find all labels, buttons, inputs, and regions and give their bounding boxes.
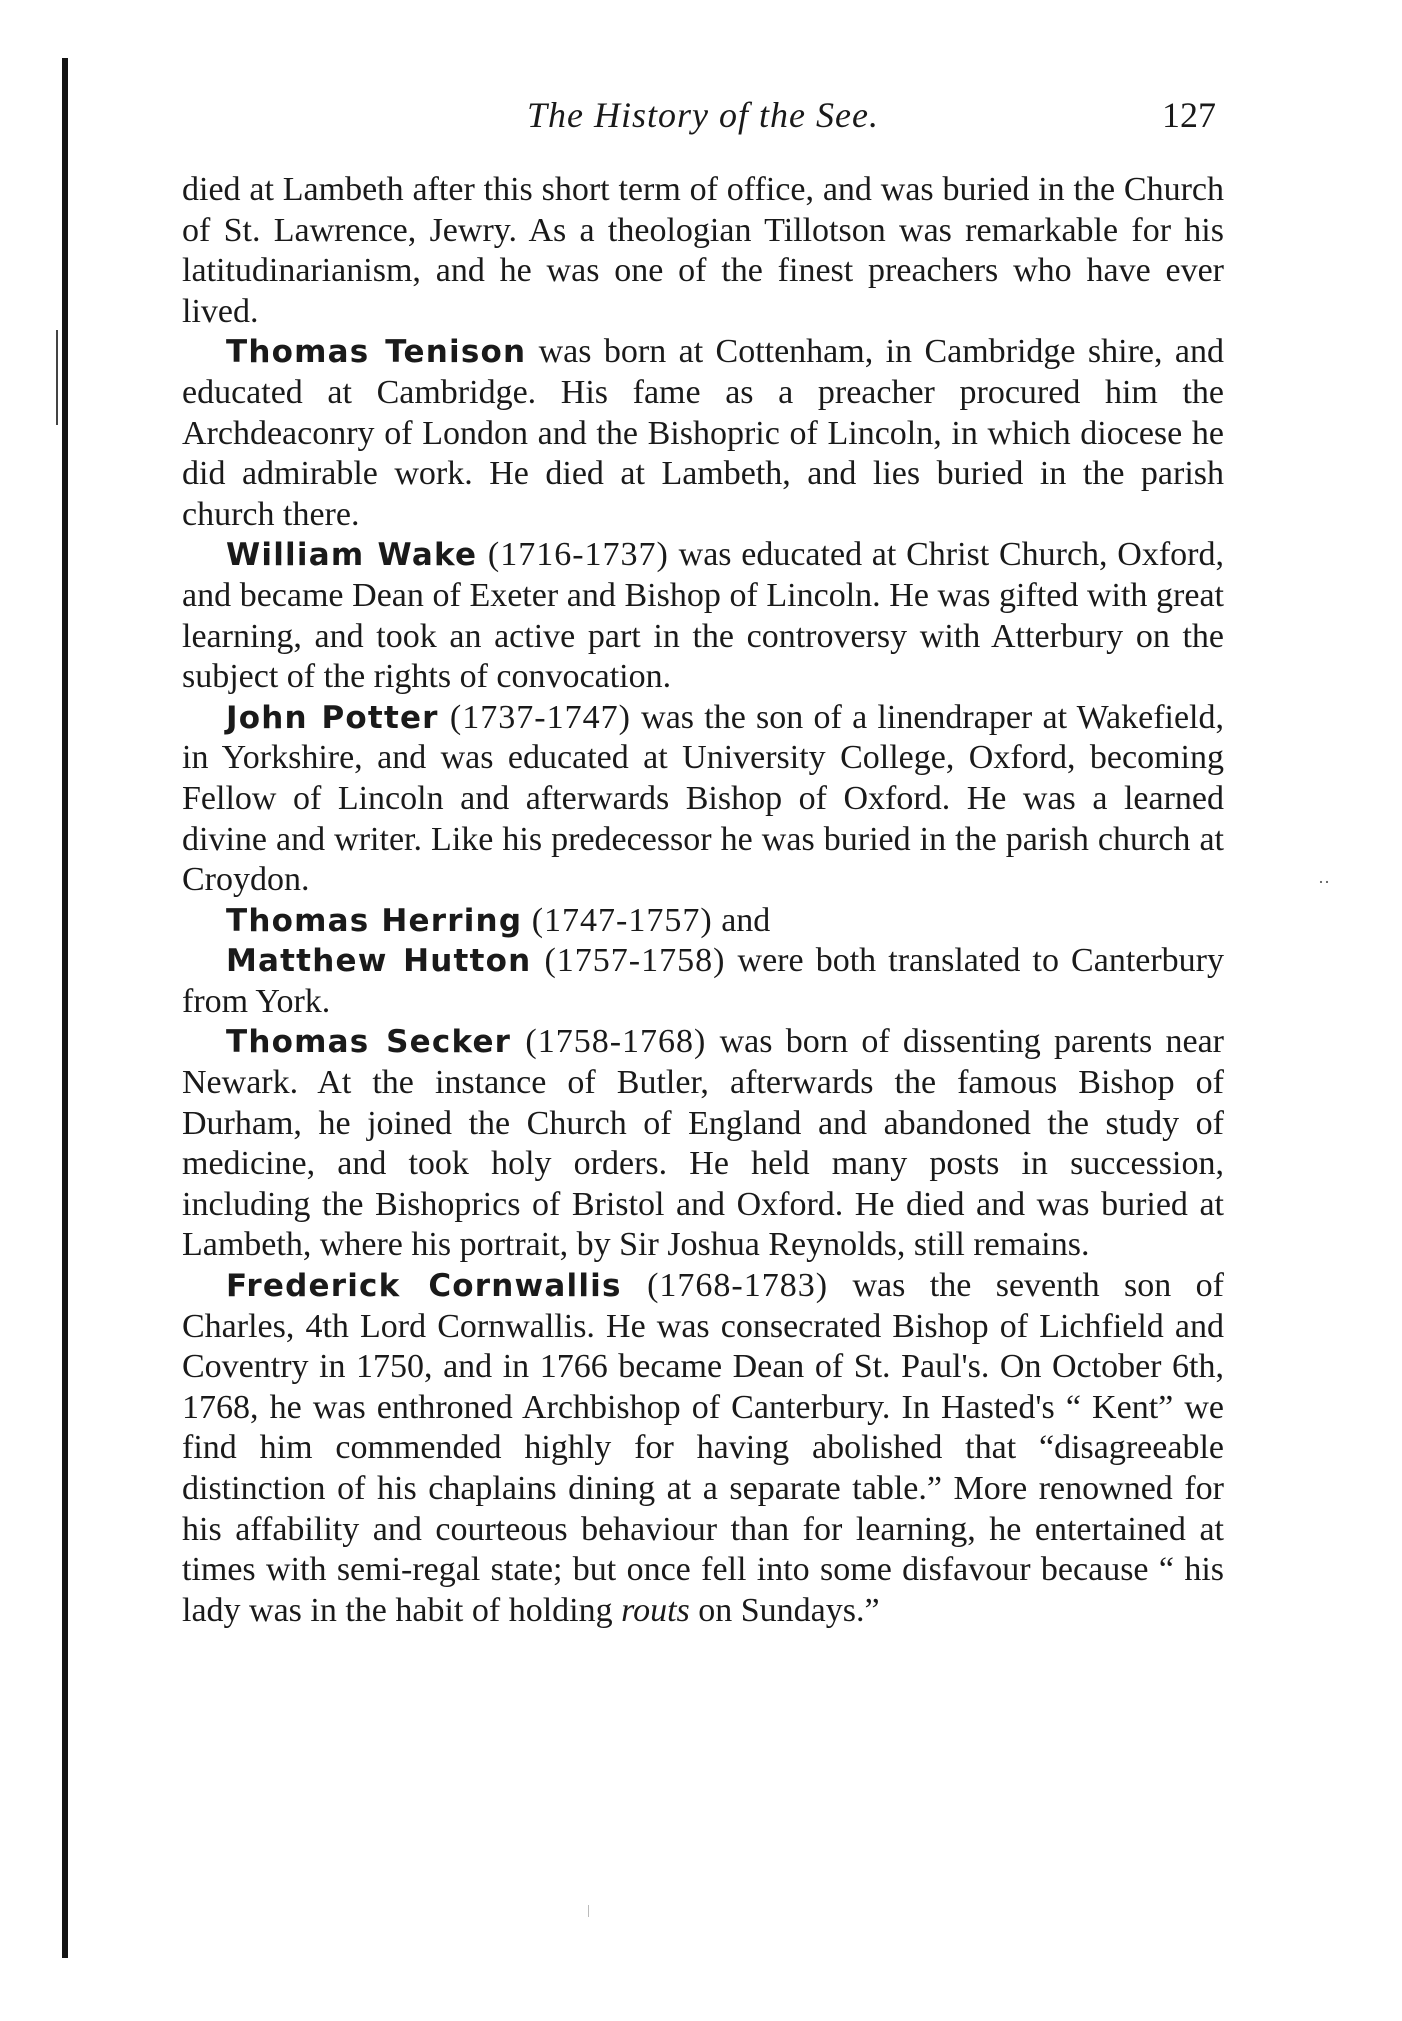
- paragraph-tillotson-continued: [182, 170, 1224, 332]
- entry-frederick-cornwallis: [182, 1266, 1224, 1631]
- entry-text: was educated at Christ Church, Oxford, and became Dean of Exeter and Bishop of Lincoln. He was gifted with great learning, and took an active part in the controversy with Atterbury on the subject of the rights of convocation.: [182, 536, 1224, 696]
- tenure-dates: (1716-1737): [477, 536, 669, 574]
- margin-mark: ··: [1318, 872, 1330, 892]
- archbishop-name: William Wake: [226, 537, 478, 574]
- paragraph-text: died at Lambeth after this short term of office, and was buried in the Church of St. Lawrence, Jewry. As a theologian Tillotson was remarkable for his latitudinarianism, and he was one of the finest preachers who have ever lived.: [182, 171, 1224, 330]
- entry-thomas-secker: [182, 1022, 1224, 1266]
- archbishop-name: Frederick Cornwallis: [226, 1268, 622, 1305]
- entry-text: was the son of a linendraper at Wakefield, in Yorkshire, and was educated at University College, Oxford, becoming Fellow of Lincoln and afterwards Bishop of Oxford. He was a learned divine and writer. Like his predecessor he was buried in the parish church at Croydon.: [182, 698, 1225, 899]
- page-number: 127: [1162, 95, 1216, 135]
- tenure-dates: (1757-1758): [531, 942, 726, 980]
- entry-text-tail: on Sundays.”: [689, 1591, 880, 1629]
- entry-text: was born at Cottenham, in Cambridge shire, and educated at Cambridge. His fame as a preacher procured him the Archdeaconry of London and the Bishopric of Lincoln, in which diocese he did admirable work. He died at Lambeth, and lies buried in the parish church there.: [182, 333, 1224, 533]
- italic-word: routs: [621, 1591, 690, 1629]
- archbishop-name: Thomas Secker: [226, 1024, 512, 1061]
- archbishop-name: Thomas Herring: [226, 902, 523, 939]
- entry-text: and: [712, 901, 771, 939]
- tenure-dates: (1747-1757): [522, 901, 713, 939]
- running-title: The History of the See.: [527, 95, 879, 135]
- entry-thomas-tenison: [182, 332, 1224, 535]
- page-header: [182, 94, 1224, 134]
- body-text: [182, 170, 1224, 1631]
- entry-thomas-herring: [182, 901, 1224, 942]
- tenure-dates: (1737-1747): [438, 698, 631, 736]
- entry-william-wake: [182, 535, 1224, 697]
- entry-text: was the seventh son of Charles, 4th Lord Cornwallis. He was consecrated Bishop of Lichfield and Coventry in 1750, and in 1766 became Dean of St. Paul's. On October 6th, 1768, he was enthroned Archbishop of Canterbury. In Hasted's “ Kent” we find him commended highly for having abolished that “disagreeable distinction of his chaplains dining at a separate table.” More renowned for his affability and courteous behaviour than for learning, he entertained at times with semi-regal state; but once fell into some disfavour because “ his lady was in the habit of holding: [182, 1267, 1225, 1629]
- entry-matthew-hutton: [182, 941, 1224, 1022]
- archbishop-name: Matthew Hutton: [226, 943, 532, 980]
- page-binding-edge: [62, 58, 68, 1958]
- tenure-dates: (1768-1783): [621, 1267, 829, 1305]
- archbishop-name: Thomas Tenison: [226, 334, 527, 371]
- archbishop-name: John Potter: [226, 699, 439, 736]
- entry-john-potter: [182, 698, 1224, 901]
- tenure-dates: (1758-1768): [511, 1023, 707, 1061]
- entry-text: was born of dissenting parents near Newark. At the instance of Butler, afterwards the famous Bishop of Durham, he joined the Church of England and abandoned the study of medicine, and took holy orders. He held many posts in succession, including the Bishoprics of Bristol and Oxford. He died and was buried at Lambeth, where his portrait, by Sir Joshua Reynolds, still remains.: [182, 1023, 1224, 1264]
- entry-text: were both translated to Canterbury from York.: [182, 942, 1225, 1020]
- page-binding-mark: [56, 330, 58, 425]
- page-tick-mark: [588, 1905, 589, 1917]
